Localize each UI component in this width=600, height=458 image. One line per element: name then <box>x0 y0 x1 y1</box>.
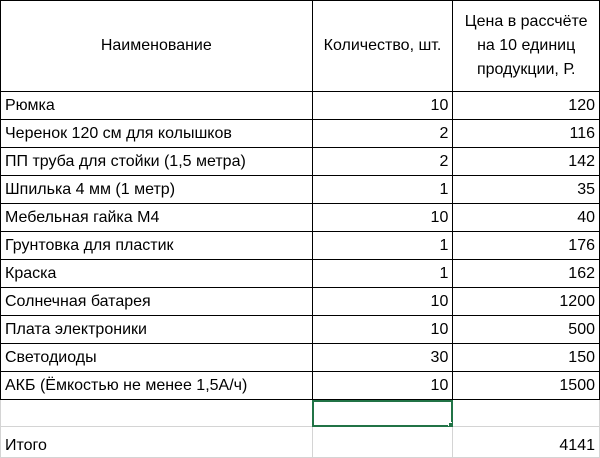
cell-name[interactable]: Мебельная гайка М4 <box>1 204 313 232</box>
empty-row <box>1 400 600 427</box>
cell-qty[interactable]: 10 <box>312 204 453 232</box>
empty-cell[interactable] <box>1 400 313 427</box>
header-cell-name[interactable]: Наименование <box>1 1 313 92</box>
cell-price[interactable]: 500 <box>453 316 600 344</box>
table-row <box>1 148 600 176</box>
empty-cell[interactable] <box>453 400 600 427</box>
cell-name[interactable]: Черенок 120 см для колышков <box>1 120 313 148</box>
table-row <box>1 232 600 260</box>
selected-cell[interactable] <box>312 400 453 427</box>
cell-qty[interactable]: 10 <box>312 92 453 120</box>
cell-price[interactable]: 35 <box>453 176 600 204</box>
cell-qty[interactable]: 1 <box>312 232 453 260</box>
cell-qty[interactable]: 1 <box>312 176 453 204</box>
cell-name[interactable]: Рюмка <box>1 92 313 120</box>
table-row <box>1 260 600 288</box>
table-row <box>1 176 600 204</box>
table-row <box>1 288 600 316</box>
cell-name[interactable]: Краска <box>1 260 313 288</box>
cell-price[interactable]: 162 <box>453 260 600 288</box>
table-row <box>1 316 600 344</box>
cell-name[interactable]: Светодиоды <box>1 344 313 372</box>
table-row <box>1 204 600 232</box>
cell-price[interactable]: 1500 <box>453 372 600 400</box>
total-label[interactable]: Итого <box>1 427 313 458</box>
cell-name[interactable]: Плата электроники <box>1 316 313 344</box>
cell-price[interactable]: 142 <box>453 148 600 176</box>
cell-price[interactable]: 176 <box>453 232 600 260</box>
cell-qty[interactable]: 10 <box>312 372 453 400</box>
cell-name[interactable]: Грунтовка для пластик <box>1 232 313 260</box>
cell-price[interactable]: 1200 <box>453 288 600 316</box>
table-row <box>1 372 600 400</box>
cell-qty[interactable]: 10 <box>312 316 453 344</box>
cell-name[interactable]: АКБ (Ёмкостью не менее 1,5А/ч) <box>1 372 313 400</box>
cell-price[interactable]: 40 <box>453 204 600 232</box>
cell-qty[interactable]: 1 <box>312 260 453 288</box>
cell-qty[interactable]: 2 <box>312 148 453 176</box>
header-cell-price[interactable]: Цена в рассчёте на 10 единиц продукции, Р. <box>453 1 600 92</box>
cell-price[interactable]: 150 <box>453 344 600 372</box>
cell-price[interactable]: 120 <box>453 92 600 120</box>
table-row <box>1 92 600 120</box>
cell-name[interactable]: ПП труба для стойки (1,5 метра) <box>1 148 313 176</box>
cell-qty[interactable]: 30 <box>312 344 453 372</box>
cell-qty[interactable]: 10 <box>312 288 453 316</box>
cell-qty[interactable]: 2 <box>312 120 453 148</box>
total-row <box>1 427 600 458</box>
total-value[interactable]: 4141 <box>453 427 600 458</box>
table-row <box>1 120 600 148</box>
cell-name[interactable]: Шпилька 4 мм (1 метр) <box>1 176 313 204</box>
table-row <box>1 344 600 372</box>
cell-name[interactable]: Солнечная батарея <box>1 288 313 316</box>
header-row <box>1 1 600 92</box>
empty-cell[interactable] <box>312 427 453 458</box>
cell-price[interactable]: 116 <box>453 120 600 148</box>
fill-handle[interactable] <box>448 422 453 427</box>
header-cell-qty[interactable]: Количество, шт. <box>312 1 453 92</box>
